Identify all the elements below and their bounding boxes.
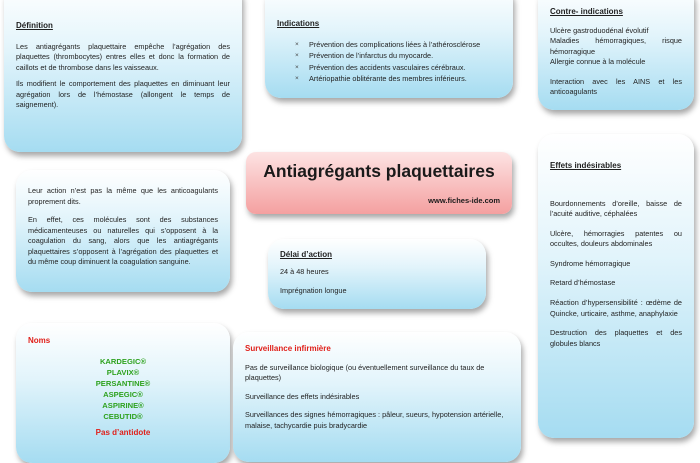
definition-text-1: Les antiagrégants plaquettaire empêche l’agrégation des plaquettes (thrombocytes) entres elles et donc la formation de caillots et de thrombose dans les vaisseaux. bbox=[16, 41, 230, 72]
effet-item: Bourdonnements d’oreille, baisse de l’acuité auditive, céphalées bbox=[550, 198, 682, 219]
drug-name: PLAVIX® bbox=[106, 367, 140, 377]
drug-name: ASPEGIC® bbox=[103, 389, 143, 399]
definition-title: Définition bbox=[16, 21, 53, 30]
action-card bbox=[16, 170, 230, 292]
contre-indications-title: Contre- indications bbox=[550, 7, 623, 16]
main-title-box bbox=[246, 152, 512, 214]
indications-card bbox=[265, 0, 513, 98]
effet-item: Ulcère, hémorragies patentes ou occultes, douleurs abdominales bbox=[550, 228, 682, 249]
cross-bullet-icon: × bbox=[295, 40, 299, 48]
surveillance-item: Surveillances des signes hémorragiques : pâleur, sueurs, hypotension artérielle, malaise, tachycardie puis bradycardie bbox=[245, 410, 504, 430]
list-item: × Prévention des accidents vasculaires cérébraux. bbox=[295, 62, 466, 72]
delai-card bbox=[268, 239, 486, 309]
delai-title: Délai d’action bbox=[280, 250, 333, 259]
list-item: × Artériopathie oblitérante des membres inférieurs. bbox=[295, 74, 467, 84]
effets-card bbox=[538, 134, 694, 438]
contre-indications-card bbox=[538, 0, 694, 110]
list-item: × Prévention des complications liées à l’athérosclérose bbox=[295, 39, 481, 49]
list-item: × Prévention de l’infarctus du myocarde. bbox=[295, 51, 434, 61]
drug-name: ASPIRINE® bbox=[102, 400, 144, 410]
effet-item: Syndrome hémorragique bbox=[550, 258, 631, 268]
contre-indication-item: Ulcère gastroduodénal évolutif bbox=[550, 25, 649, 35]
noms-card bbox=[16, 323, 230, 463]
effet-item: Réaction d’hypersensibilité : œdème de Quincke, urticaire, asthme, anaphylaxie bbox=[550, 298, 682, 318]
antidote-note: Pas d’antidote bbox=[95, 427, 151, 437]
contre-indication-item: Allergie connue à la molécule bbox=[550, 57, 646, 67]
effet-item: Retard d’hémostase bbox=[550, 278, 616, 288]
cross-bullet-icon: × bbox=[295, 75, 299, 83]
surveillance-item: Surveillance des effets indésirables bbox=[245, 391, 360, 401]
contre-indication-item: Maladies hémorragiques, risque hémorragique bbox=[550, 36, 682, 56]
delai-impregnation: Imprégnation longue bbox=[280, 286, 347, 296]
page-title: Antiagrégants plaquettaires bbox=[263, 161, 495, 181]
definition-text-2: Ils modifient le comportement des plaquettes en diminuant leur agrégation lors de l’hémostase (allongent le temps de saignement). bbox=[16, 79, 230, 110]
site-url: www.fiches-ide.com bbox=[428, 196, 500, 205]
contre-indication-interaction: Interaction avec les AINS et les anticoagulants bbox=[550, 76, 682, 97]
drug-name: CEBUTID® bbox=[103, 411, 143, 421]
surveillance-card bbox=[233, 332, 521, 462]
cross-bullet-icon: × bbox=[295, 52, 299, 60]
surveillance-item: Pas de surveillance biologique (ou éventuellement surveillance du taux de plaquettes) bbox=[245, 362, 485, 383]
delai-duration: 24 à 48 heures bbox=[280, 266, 329, 276]
effet-item: Destruction des plaquettes et des globules blancs bbox=[550, 328, 682, 348]
action-text-2: En effet, ces molécules sont des substances médicamenteuses ou naturelles qui s’opposent à la coagulation du sang, alors que les antiagrégants plaquettaires s’opposent à l’agrégation des plaquettes et du même coup diminuent la coagulation sanguine. bbox=[28, 215, 218, 267]
indications-list bbox=[277, 40, 501, 85]
action-text-1: Leur action n’est pas la même que les anticoagulants proprement dits. bbox=[28, 186, 218, 206]
effets-title: Effets indésirables bbox=[550, 161, 622, 170]
cross-bullet-icon: × bbox=[295, 63, 299, 71]
noms-title: Noms bbox=[28, 336, 51, 345]
drug-name: PERSANTINE® bbox=[95, 378, 151, 388]
indications-title: Indications bbox=[277, 19, 320, 28]
surveillance-title: Surveillance infirmière bbox=[245, 344, 331, 353]
definition-card bbox=[4, 0, 242, 152]
drug-name: KARDEGIC® bbox=[99, 356, 147, 366]
